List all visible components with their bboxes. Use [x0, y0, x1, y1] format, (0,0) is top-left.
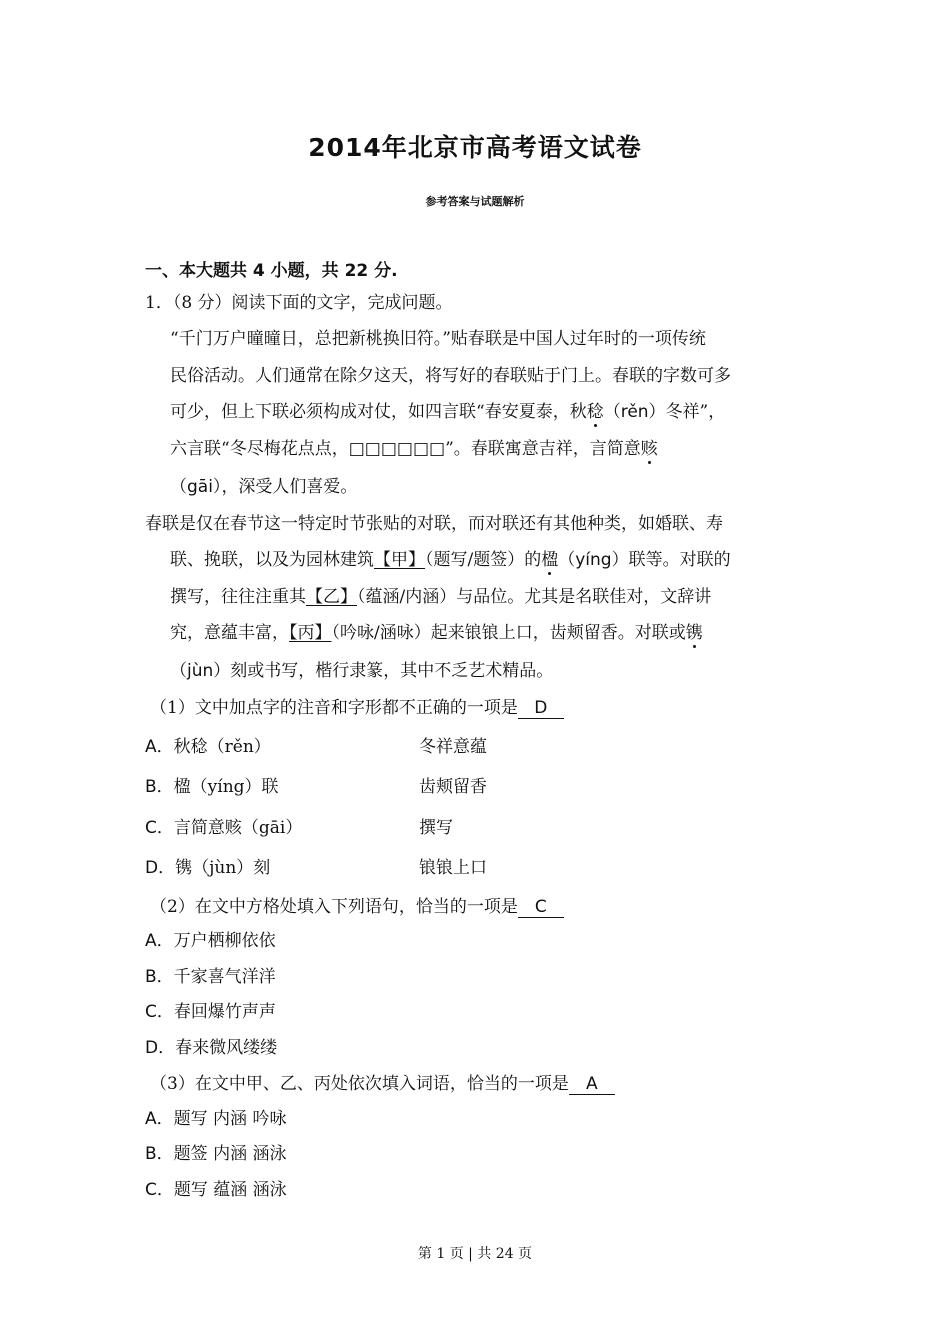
passage-para2-line5 [170, 660, 553, 682]
text-span: 联等。对联的 [628, 550, 731, 570]
passage-para1-line4 [170, 438, 658, 460]
option-a-right: 冬祥意蕴 [419, 737, 487, 757]
pinyin-span: （gāi） [170, 477, 222, 497]
option-b-right: 齿颊留香 [419, 777, 487, 797]
option-c [145, 1001, 276, 1023]
text-span: （3）在文中甲、乙、丙处依次填入词语，恰当的一项是 [150, 1074, 569, 1094]
option-text: 题写 内涵 吟咏 [173, 1109, 287, 1129]
option-d [145, 1037, 277, 1059]
answer-blank: A [569, 1075, 615, 1095]
blank-mark-yi: 【乙】 [306, 587, 357, 607]
text-span: （1）文中加点字的注音和字形都不正确的一项是 [150, 698, 518, 718]
option-letter: C． [145, 1180, 174, 1200]
passage-para1-line1: “千门万户曈曈日，总把新桃换旧符。”贴春联是中国人过年时的一项传统 [170, 329, 706, 349]
text-span: （2）在文中方格处填入下列语句，恰当的一项是 [150, 897, 518, 917]
option-letter: B． [145, 1144, 174, 1164]
option-a [145, 1108, 286, 1130]
text-span: （蕴涵/内涵）与品位。尤其是名联佳对，文辞讲 [357, 587, 712, 607]
option-text: 万户栖柳依依 [173, 931, 276, 951]
option-letter: B． [145, 777, 174, 797]
page-subtitle: 参考答案与试题解析 [425, 195, 525, 208]
option-text: 春来微风缕缕 [175, 1038, 278, 1058]
passage-para1-line3 [170, 401, 725, 423]
text-span: 六言联“冬尽梅花点点，□□□□□□”。春联寓意吉祥，言简意 [170, 439, 641, 459]
option-text: 楹（yíng）联 [173, 777, 279, 797]
blank-mark-bing: 【丙】 [289, 623, 332, 643]
text-span: 究，意蕴丰富， [170, 623, 289, 643]
passage-para1-line2: 民俗活动。人们通常在除夕这天，将写好的春联贴于门上。春联的字数可多 [170, 366, 731, 386]
passage-para2-line1: 春联是仅在春节这一特定时节张贴的对联，而对联还有其他种类，如婚联、寿 [145, 514, 723, 534]
text-span: （题写/题签）的 [425, 550, 542, 570]
blank-mark-jia: 【甲】 [374, 550, 425, 570]
option-text: 题签 内涵 涵泳 [173, 1144, 287, 1164]
answer-blank: C [518, 898, 564, 918]
option-b [145, 1143, 286, 1165]
passage-para1-line5 [170, 476, 357, 498]
text-span: 刻或书写，楷行隶篆，其中不乏艺术精品。 [230, 661, 554, 681]
option-text: 秋稔（rěn） [173, 737, 271, 757]
page-title: 2014年北京市高考语文试卷 [308, 133, 642, 162]
passage-para2-line3 [170, 586, 711, 608]
question-1-header: 1．（8 分）阅读下面的文字，完成问题。 [145, 293, 453, 313]
option-text: 题写 蕴涵 涵泳 [173, 1180, 287, 1200]
option-letter: C． [145, 818, 174, 838]
option-c [145, 817, 302, 839]
option-letter: A． [145, 931, 174, 951]
option-c-right: 撰写 [419, 818, 453, 838]
option-letter: A． [145, 737, 174, 757]
text-span: 可少，但上下联必须构成对仗，如四言联“春安夏泰，秋 [170, 402, 587, 422]
pinyin-span: （rěn） [603, 402, 666, 422]
option-b [145, 776, 279, 798]
option-text: 春回爆竹声声 [173, 1002, 276, 1022]
text-span: 联、挽联，以及为园林建筑 [170, 550, 374, 570]
page-footer: 第 1 页 | 共 24 页 [417, 1246, 533, 1262]
option-text: 千家喜气洋洋 [173, 967, 276, 987]
dotted-char: 镌 [685, 623, 703, 643]
text-span: （吟咏/涵咏）起来锒锒上口，齿颊留香。对联或 [331, 623, 686, 643]
dotted-char: 赅 [640, 439, 658, 459]
answer-blank: D [518, 699, 564, 719]
passage-para2-line2 [170, 549, 731, 571]
text-span: 冬祥”， [665, 402, 726, 422]
option-letter: A． [145, 1109, 174, 1129]
option-b [145, 966, 276, 988]
option-d [145, 857, 270, 879]
option-letter: D． [145, 1038, 176, 1058]
dotted-char: 楹 [541, 550, 559, 570]
option-d-right: 锒锒上口 [419, 858, 487, 878]
option-letter: C． [145, 1002, 174, 1022]
dotted-char: 稔 [586, 402, 604, 422]
text-span: ，深受人们喜爱。 [221, 477, 358, 497]
option-letter: D． [145, 858, 176, 878]
subquestion-3-prompt [150, 1073, 615, 1095]
option-a [145, 736, 271, 758]
option-c [145, 1179, 287, 1201]
text-span: 撰写，往往注重其 [170, 587, 306, 607]
subquestion-1-prompt [150, 697, 564, 719]
option-letter: B． [145, 967, 174, 987]
pinyin-span: （jùn） [170, 661, 231, 681]
subquestion-2-prompt [150, 896, 564, 918]
pinyin-span: （yíng） [558, 550, 629, 570]
passage-para2-line4 [170, 622, 703, 644]
section-heading: 一、本大题共 4 小题，共 22 分. [145, 261, 398, 281]
option-text: 镌（jùn）刻 [175, 858, 271, 878]
option-text: 言简意赅（gāi） [173, 818, 303, 838]
option-a [145, 930, 276, 952]
